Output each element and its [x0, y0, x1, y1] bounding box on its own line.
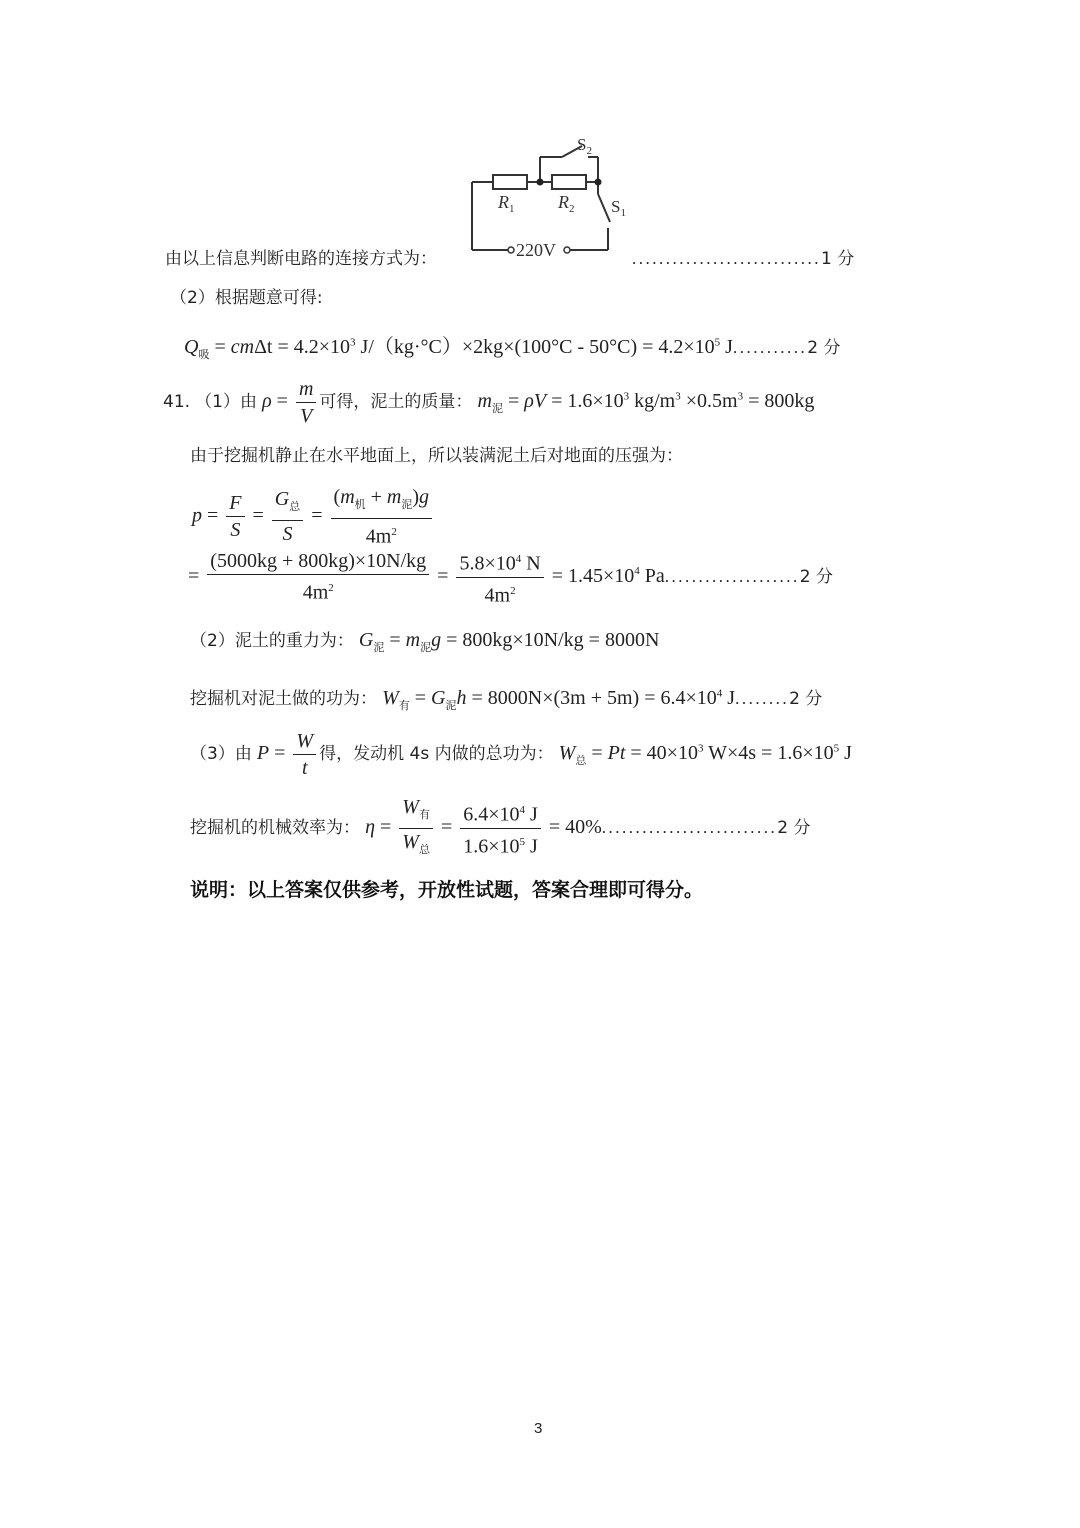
question-number: 41. — [163, 392, 191, 413]
sub-xi: 吸 — [198, 348, 210, 361]
leader-dots: ........... — [732, 338, 808, 357]
r2-label: $R_2$ — [558, 192, 575, 215]
pressure-text: 由于挖掘机静止在水平地面上，所以装满泥土后对地面的压强为： — [190, 446, 683, 466]
score: 1 分 — [821, 249, 855, 269]
score: 2 分 — [789, 689, 823, 709]
part3-mid: 得，发动机 4s 内做的总功为： — [319, 744, 554, 765]
sub-ni: 泥 — [420, 641, 432, 654]
q41-work: 挖掘机对泥土做的功为： $W_有 = G_泥h = 8000N\times(3m + 5m) = 6.4\times 10^4$ J........2 分 — [190, 687, 823, 712]
sub-ni: 泥 — [491, 402, 503, 416]
sub-zong: 总 — [575, 754, 587, 768]
pressure-formula-2: = $\frac{(5000kg + 800kg)\times 10N/kg}{4m^2}$ = $\frac{5.8\times 10^4 N}{4m^2}$ = $1.45\times 10^4$ Pa....................2 分 — [188, 546, 833, 608]
sub-ni: 泥 — [373, 641, 385, 654]
sub-ji: 机 — [354, 498, 366, 511]
sub-ni: 泥 — [401, 498, 413, 511]
answer-note: 说明：以上答案仅供参考，开放性试题，答案合理即可得分。 — [190, 879, 704, 901]
sub-you: 有 — [398, 699, 410, 712]
leader-dots: ........ — [735, 689, 790, 708]
q41-part3: （3）由 P = $\frac{W}{t}$ 得，发动机 4s 内做的总功为： $W_总 = Pt = 40\times 10^3$ $W\times 4s = 1.6\times 10^5$ J — [190, 730, 852, 779]
pressure-formula-1: p = $\frac{F}{S}$ = $\frac{G_总}{S}$ = $\frac{(m_机 + m_泥)g}{4m^2}$ — [192, 484, 435, 550]
part3-prefix: （3）由 — [190, 744, 252, 765]
source-label: 220V — [516, 240, 556, 260]
part2-text: （2）泥土的重力为： — [190, 631, 354, 651]
q41-part1: 41. （1）由 ρ = $\frac{m}{V}$ 可得，泥土的质量： $m_泥 = \rho V = 1.6\times 10^3$ $kg/m^3 \times 0.5m^3 = 800kg$ — [163, 378, 815, 427]
sub-zong: 总 — [289, 500, 301, 514]
sub-ni: 泥 — [445, 699, 457, 712]
score-line-1 — [632, 244, 854, 269]
part1-mid: 可得，泥土的质量： — [319, 392, 473, 413]
circuit-diagram — [460, 132, 650, 267]
part1-prefix: （1）由 — [195, 392, 257, 413]
s2-label: $S_2$ — [577, 135, 592, 157]
r1-label: $R_1$ — [498, 192, 515, 215]
sub-you: 有 — [418, 808, 430, 821]
q41-efficiency: 挖掘机的机械效率为： η = $\frac{W_有}{W_总}$ = $\frac{6.4\times 10^4 J}{1.6\times 10^5 J}$ = 40%..........................2 分 — [190, 796, 811, 858]
page-number: 3 — [534, 1420, 543, 1437]
part2-heading: （2）根据题意可得: — [170, 288, 323, 308]
q41-part2: （2）泥土的重力为： $G_泥 = m_泥g = 800kg\times 10N/kg = 8000N$ — [190, 629, 660, 654]
efficiency-text: 挖掘机的机械效率为： — [190, 818, 360, 839]
leader-dots: ............................ — [632, 249, 821, 268]
sub-zong: 总 — [418, 843, 430, 856]
score: 2 分 — [807, 338, 841, 358]
connection-text: 由以上信息判断电路的连接方式为： — [165, 249, 437, 269]
score: 2 分 — [799, 566, 833, 587]
leader-dots: .................... — [664, 566, 800, 586]
s1-label: $S_1$ — [611, 197, 626, 219]
work-text: 挖掘机对泥土做的功为： — [190, 689, 377, 709]
score: 2 分 — [777, 818, 811, 839]
heat-equation: $Q_吸 = cm\Delta t = 4.2\times 10^3$ $J/(kg\cdot^\circ C)\times 2kg\times(100^\circ C - 50^\circ C) = 4.2\times 10^5$ J...........2 分 — [184, 336, 841, 361]
leader-dots: .......................... — [601, 818, 778, 838]
